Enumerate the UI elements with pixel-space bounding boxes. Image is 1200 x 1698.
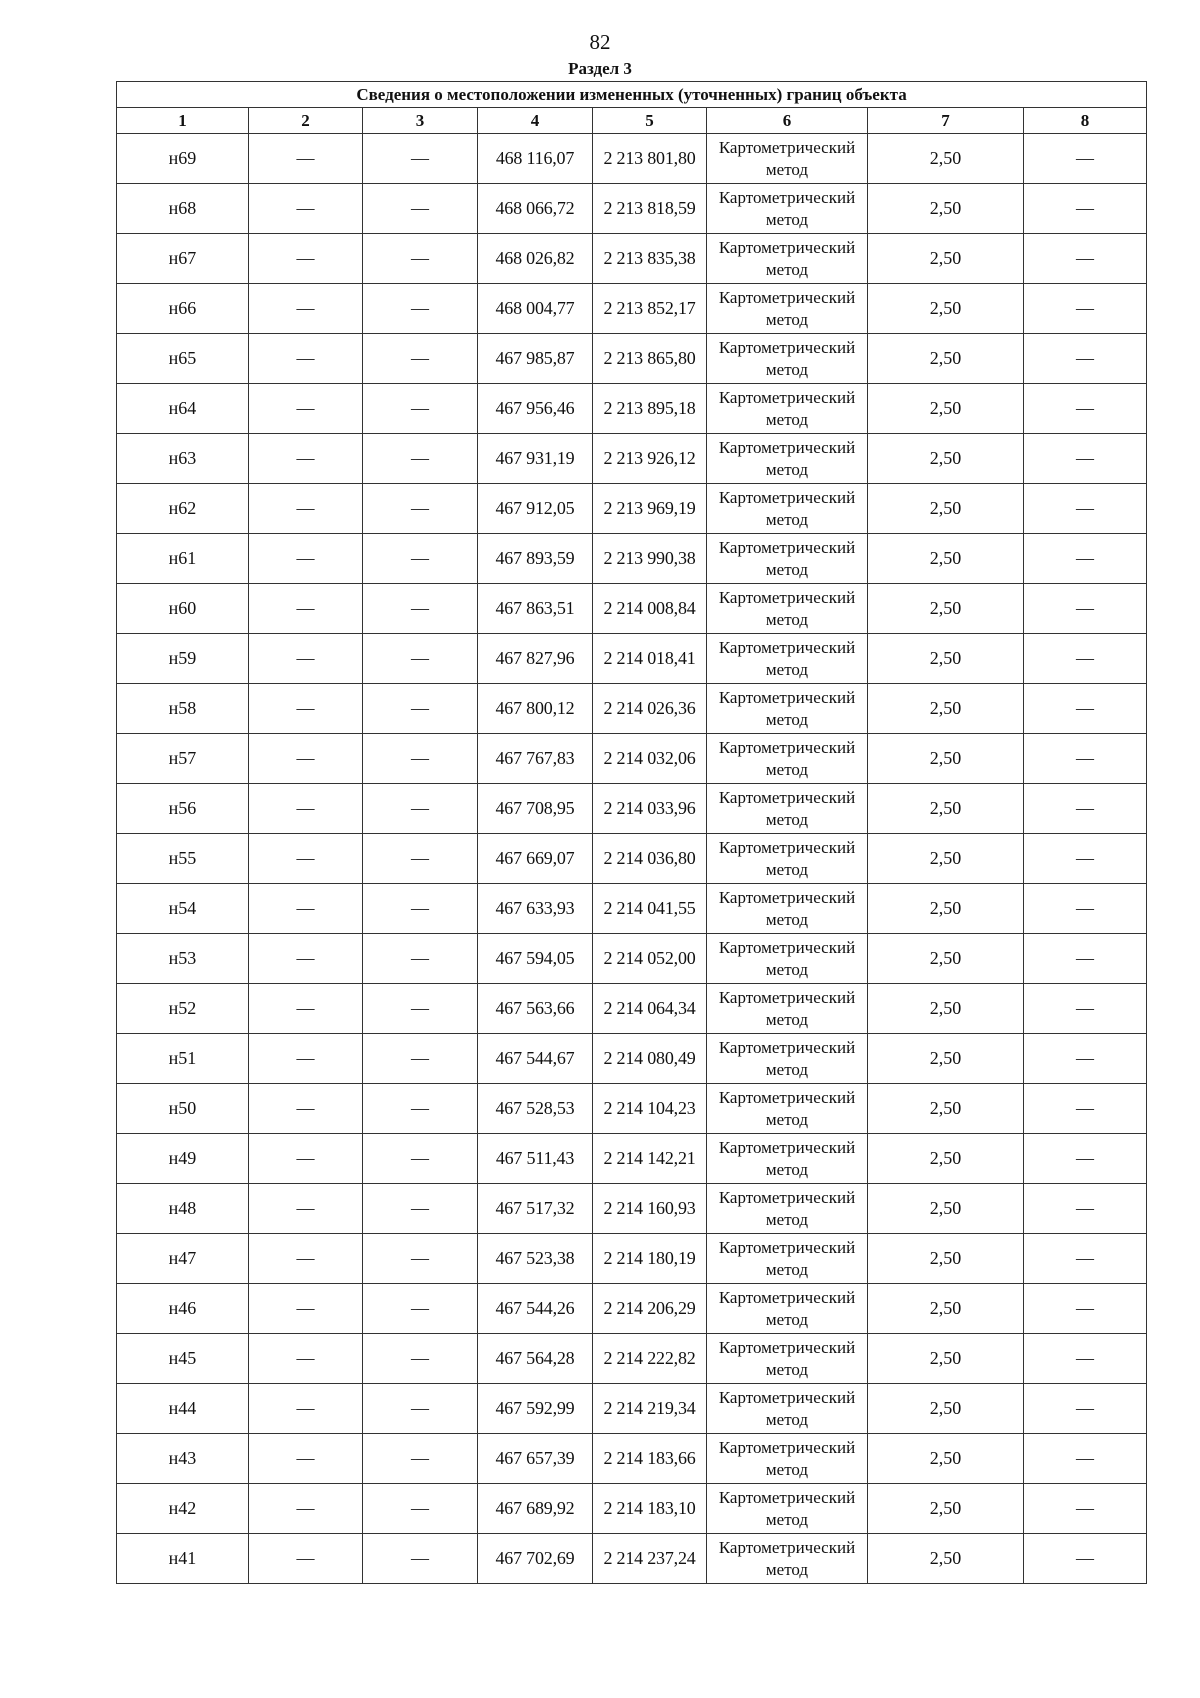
- accuracy-cell: 2,50: [868, 1384, 1024, 1434]
- column-3-cell: —: [363, 1184, 478, 1234]
- y-coordinate-cell: 2 214 041,55: [593, 884, 707, 934]
- column-2-cell: —: [249, 684, 363, 734]
- column-3-cell: —: [363, 184, 478, 234]
- column-2-cell: —: [249, 734, 363, 784]
- x-coordinate-cell: 467 633,93: [478, 884, 593, 934]
- table-row: [117, 1334, 1147, 1384]
- table-row: [117, 1084, 1147, 1134]
- point-number-cell: н59: [117, 634, 249, 684]
- accuracy-cell: 2,50: [868, 1084, 1024, 1134]
- column-2-cell: —: [249, 834, 363, 884]
- accuracy-cell: 2,50: [868, 834, 1024, 884]
- method-cell: Картометрический метод: [707, 684, 868, 734]
- point-number-cell: н60: [117, 584, 249, 634]
- accuracy-cell: 2,50: [868, 1484, 1024, 1534]
- method-cell: Картометрический метод: [707, 734, 868, 784]
- column-8-cell: —: [1024, 1434, 1147, 1484]
- point-number-cell: н65: [117, 334, 249, 384]
- column-3-cell: —: [363, 934, 478, 984]
- column-2-cell: —: [249, 1084, 363, 1134]
- y-coordinate-cell: 2 214 183,10: [593, 1484, 707, 1534]
- accuracy-cell: 2,50: [868, 1134, 1024, 1184]
- table-row: [117, 184, 1147, 234]
- method-cell: Картометрический метод: [707, 484, 868, 534]
- column-8-cell: —: [1024, 834, 1147, 884]
- accuracy-cell: 2,50: [868, 1334, 1024, 1384]
- x-coordinate-cell: 467 511,43: [478, 1134, 593, 1184]
- column-2-cell: —: [249, 484, 363, 534]
- x-coordinate-cell: 468 026,82: [478, 234, 593, 284]
- point-number-cell: н51: [117, 1034, 249, 1084]
- y-coordinate-cell: 2 214 018,41: [593, 634, 707, 684]
- method-cell: Картометрический метод: [707, 134, 868, 184]
- y-coordinate-cell: 2 213 969,19: [593, 484, 707, 534]
- x-coordinate-cell: 467 702,69: [478, 1534, 593, 1584]
- x-coordinate-cell: 467 827,96: [478, 634, 593, 684]
- x-coordinate-cell: 467 893,59: [478, 534, 593, 584]
- column-2-cell: —: [249, 1434, 363, 1484]
- point-number-cell: н67: [117, 234, 249, 284]
- point-number-cell: н61: [117, 534, 249, 584]
- accuracy-cell: 2,50: [868, 784, 1024, 834]
- column-8-cell: —: [1024, 1384, 1147, 1434]
- table-row: [117, 384, 1147, 434]
- point-number-cell: н53: [117, 934, 249, 984]
- accuracy-cell: 2,50: [868, 434, 1024, 484]
- accuracy-cell: 2,50: [868, 934, 1024, 984]
- method-cell: Картометрический метод: [707, 1184, 868, 1234]
- column-3-cell: —: [363, 1134, 478, 1184]
- column-8-cell: —: [1024, 1334, 1147, 1384]
- x-coordinate-cell: 467 544,26: [478, 1284, 593, 1334]
- x-coordinate-cell: 467 528,53: [478, 1084, 593, 1134]
- table-row: [117, 1184, 1147, 1234]
- x-coordinate-cell: 467 563,66: [478, 984, 593, 1034]
- column-header: 7: [868, 108, 1024, 134]
- accuracy-cell: 2,50: [868, 334, 1024, 384]
- column-3-cell: —: [363, 384, 478, 434]
- y-coordinate-cell: 2 214 036,80: [593, 834, 707, 884]
- method-cell: Картометрический метод: [707, 884, 868, 934]
- method-cell: Картометрический метод: [707, 1284, 868, 1334]
- column-2-cell: —: [249, 1484, 363, 1534]
- column-8-cell: —: [1024, 984, 1147, 1034]
- x-coordinate-cell: 467 517,32: [478, 1184, 593, 1234]
- point-number-cell: н48: [117, 1184, 249, 1234]
- point-number-cell: н46: [117, 1284, 249, 1334]
- table-row: [117, 934, 1147, 984]
- column-8-cell: —: [1024, 184, 1147, 234]
- point-number-cell: н44: [117, 1384, 249, 1434]
- point-number-cell: н55: [117, 834, 249, 884]
- column-2-cell: —: [249, 1184, 363, 1234]
- accuracy-cell: 2,50: [868, 1184, 1024, 1234]
- method-cell: Картометрический метод: [707, 1134, 868, 1184]
- table-row: [117, 1534, 1147, 1584]
- table-row: [117, 1284, 1147, 1334]
- x-coordinate-cell: 468 004,77: [478, 284, 593, 334]
- column-3-cell: —: [363, 1384, 478, 1434]
- x-coordinate-cell: 468 116,07: [478, 134, 593, 184]
- column-8-cell: —: [1024, 634, 1147, 684]
- table-row: [117, 134, 1147, 184]
- y-coordinate-cell: 2 214 064,34: [593, 984, 707, 1034]
- point-number-cell: н45: [117, 1334, 249, 1384]
- y-coordinate-cell: 2 214 104,23: [593, 1084, 707, 1134]
- point-number-cell: н57: [117, 734, 249, 784]
- method-cell: Картометрический метод: [707, 384, 868, 434]
- x-coordinate-cell: 467 669,07: [478, 834, 593, 884]
- table-row: [117, 834, 1147, 884]
- accuracy-cell: 2,50: [868, 1034, 1024, 1084]
- x-coordinate-cell: 467 594,05: [478, 934, 593, 984]
- column-8-cell: —: [1024, 534, 1147, 584]
- method-cell: Картометрический метод: [707, 1334, 868, 1384]
- table-row: [117, 684, 1147, 734]
- x-coordinate-cell: 467 863,51: [478, 584, 593, 634]
- accuracy-cell: 2,50: [868, 884, 1024, 934]
- table-row: [117, 1234, 1147, 1284]
- y-coordinate-cell: 2 213 926,12: [593, 434, 707, 484]
- accuracy-cell: 2,50: [868, 584, 1024, 634]
- table-row: [117, 484, 1147, 534]
- column-2-cell: —: [249, 1134, 363, 1184]
- column-8-cell: —: [1024, 1234, 1147, 1284]
- method-cell: Картометрический метод: [707, 534, 868, 584]
- x-coordinate-cell: 467 708,95: [478, 784, 593, 834]
- accuracy-cell: 2,50: [868, 1434, 1024, 1484]
- y-coordinate-cell: 2 214 080,49: [593, 1034, 707, 1084]
- x-coordinate-cell: 468 066,72: [478, 184, 593, 234]
- point-number-cell: н69: [117, 134, 249, 184]
- point-number-cell: н42: [117, 1484, 249, 1534]
- column-header: 6: [707, 108, 868, 134]
- column-3-cell: —: [363, 134, 478, 184]
- method-cell: Картометрический метод: [707, 1084, 868, 1134]
- table-row: [117, 434, 1147, 484]
- x-coordinate-cell: 467 931,19: [478, 434, 593, 484]
- table-row: [117, 284, 1147, 334]
- method-cell: Картометрический метод: [707, 784, 868, 834]
- column-header: 4: [478, 108, 593, 134]
- column-header: 5: [593, 108, 707, 134]
- column-3-cell: —: [363, 284, 478, 334]
- column-8-cell: —: [1024, 1484, 1147, 1534]
- method-cell: Картометрический метод: [707, 334, 868, 384]
- table-row: [117, 334, 1147, 384]
- page-number: 82: [589, 30, 611, 54]
- table-row: [117, 984, 1147, 1034]
- column-3-cell: —: [363, 234, 478, 284]
- method-cell: Картометрический метод: [707, 634, 868, 684]
- column-2-cell: —: [249, 534, 363, 584]
- column-2-cell: —: [249, 384, 363, 434]
- accuracy-cell: 2,50: [868, 384, 1024, 434]
- column-8-cell: —: [1024, 1134, 1147, 1184]
- column-8-cell: —: [1024, 784, 1147, 834]
- accuracy-cell: 2,50: [868, 1284, 1024, 1334]
- point-number-cell: н49: [117, 1134, 249, 1184]
- column-2-cell: —: [249, 984, 363, 1034]
- accuracy-cell: 2,50: [868, 484, 1024, 534]
- x-coordinate-cell: 467 767,83: [478, 734, 593, 784]
- column-3-cell: —: [363, 434, 478, 484]
- column-2-cell: —: [249, 234, 363, 284]
- y-coordinate-cell: 2 213 895,18: [593, 384, 707, 434]
- column-8-cell: —: [1024, 1084, 1147, 1134]
- y-coordinate-cell: 2 214 008,84: [593, 584, 707, 634]
- method-cell: Картометрический метод: [707, 1234, 868, 1284]
- y-coordinate-cell: 2 214 033,96: [593, 784, 707, 834]
- method-cell: Картометрический метод: [707, 834, 868, 884]
- column-8-cell: —: [1024, 484, 1147, 534]
- accuracy-cell: 2,50: [868, 1234, 1024, 1284]
- table-row: [117, 1034, 1147, 1084]
- method-cell: Картометрический метод: [707, 184, 868, 234]
- y-coordinate-cell: 2 214 183,66: [593, 1434, 707, 1484]
- table-row: [117, 1484, 1147, 1534]
- column-8-cell: —: [1024, 734, 1147, 784]
- column-8-cell: —: [1024, 584, 1147, 634]
- column-8-cell: —: [1024, 384, 1147, 434]
- x-coordinate-cell: 467 985,87: [478, 334, 593, 384]
- table-row: [117, 534, 1147, 584]
- table-row: [117, 1434, 1147, 1484]
- column-8-cell: —: [1024, 884, 1147, 934]
- x-coordinate-cell: 467 689,92: [478, 1484, 593, 1534]
- column-2-cell: —: [249, 184, 363, 234]
- x-coordinate-cell: 467 800,12: [478, 684, 593, 734]
- column-2-cell: —: [249, 934, 363, 984]
- column-3-cell: —: [363, 1334, 478, 1384]
- accuracy-cell: 2,50: [868, 984, 1024, 1034]
- y-coordinate-cell: 2 214 237,24: [593, 1534, 707, 1584]
- table-caption: Сведения о местоположении измененных (уточненных) границ объекта: [117, 82, 1147, 108]
- column-3-cell: —: [363, 834, 478, 884]
- column-3-cell: —: [363, 1284, 478, 1334]
- column-8-cell: —: [1024, 934, 1147, 984]
- point-number-cell: н66: [117, 284, 249, 334]
- column-3-cell: —: [363, 584, 478, 634]
- column-2-cell: —: [249, 334, 363, 384]
- table-row: [117, 234, 1147, 284]
- y-coordinate-cell: 2 213 865,80: [593, 334, 707, 384]
- method-cell: Картометрический метод: [707, 1384, 868, 1434]
- column-header: 3: [363, 108, 478, 134]
- y-coordinate-cell: 2 214 180,19: [593, 1234, 707, 1284]
- accuracy-cell: 2,50: [868, 184, 1024, 234]
- boundary-coordinates-table: [116, 81, 1147, 1584]
- y-coordinate-cell: 2 213 835,38: [593, 234, 707, 284]
- column-8-cell: —: [1024, 1284, 1147, 1334]
- column-3-cell: —: [363, 1534, 478, 1584]
- column-3-cell: —: [363, 334, 478, 384]
- column-2-cell: —: [249, 1384, 363, 1434]
- column-3-cell: —: [363, 734, 478, 784]
- point-number-cell: н50: [117, 1084, 249, 1134]
- y-coordinate-cell: 2 214 032,06: [593, 734, 707, 784]
- column-header: 8: [1024, 108, 1147, 134]
- column-3-cell: —: [363, 884, 478, 934]
- point-number-cell: н58: [117, 684, 249, 734]
- table-row: [117, 634, 1147, 684]
- column-2-cell: —: [249, 1534, 363, 1584]
- method-cell: Картометрический метод: [707, 1434, 868, 1484]
- column-2-cell: —: [249, 1334, 363, 1384]
- point-number-cell: н63: [117, 434, 249, 484]
- column-2-cell: —: [249, 1034, 363, 1084]
- column-header: 2: [249, 108, 363, 134]
- column-3-cell: —: [363, 1234, 478, 1284]
- x-coordinate-cell: 467 912,05: [478, 484, 593, 534]
- column-3-cell: —: [363, 1084, 478, 1134]
- y-coordinate-cell: 2 214 206,29: [593, 1284, 707, 1334]
- x-coordinate-cell: 467 523,38: [478, 1234, 593, 1284]
- method-cell: Картометрический метод: [707, 434, 868, 484]
- accuracy-cell: 2,50: [868, 734, 1024, 784]
- column-2-cell: —: [249, 1284, 363, 1334]
- column-2-cell: —: [249, 884, 363, 934]
- column-2-cell: —: [249, 784, 363, 834]
- point-number-cell: н64: [117, 384, 249, 434]
- y-coordinate-cell: 2 213 818,59: [593, 184, 707, 234]
- column-8-cell: —: [1024, 1534, 1147, 1584]
- table-row: [117, 584, 1147, 634]
- table-row: [117, 734, 1147, 784]
- table-body: [117, 134, 1147, 1584]
- column-8-cell: —: [1024, 434, 1147, 484]
- method-cell: Картометрический метод: [707, 934, 868, 984]
- column-header: 1: [117, 108, 249, 134]
- column-3-cell: —: [363, 634, 478, 684]
- column-8-cell: —: [1024, 1034, 1147, 1084]
- x-coordinate-cell: 467 956,46: [478, 384, 593, 434]
- y-coordinate-cell: 2 214 026,36: [593, 684, 707, 734]
- accuracy-cell: 2,50: [868, 1534, 1024, 1584]
- column-8-cell: —: [1024, 1184, 1147, 1234]
- point-number-cell: н43: [117, 1434, 249, 1484]
- method-cell: Картометрический метод: [707, 1484, 868, 1534]
- method-cell: Картометрический метод: [707, 1534, 868, 1584]
- y-coordinate-cell: 2 213 852,17: [593, 284, 707, 334]
- x-coordinate-cell: 467 592,99: [478, 1384, 593, 1434]
- column-8-cell: —: [1024, 334, 1147, 384]
- method-cell: Картометрический метод: [707, 234, 868, 284]
- accuracy-cell: 2,50: [868, 634, 1024, 684]
- table-row: [117, 884, 1147, 934]
- y-coordinate-cell: 2 214 052,00: [593, 934, 707, 984]
- table-row: [117, 784, 1147, 834]
- column-2-cell: —: [249, 1234, 363, 1284]
- column-8-cell: —: [1024, 134, 1147, 184]
- column-2-cell: —: [249, 284, 363, 334]
- x-coordinate-cell: 467 657,39: [478, 1434, 593, 1484]
- column-2-cell: —: [249, 634, 363, 684]
- point-number-cell: н62: [117, 484, 249, 534]
- table-row: [117, 1384, 1147, 1434]
- y-coordinate-cell: 2 214 219,34: [593, 1384, 707, 1434]
- method-cell: Картометрический метод: [707, 1034, 868, 1084]
- column-3-cell: —: [363, 1484, 478, 1534]
- column-8-cell: —: [1024, 684, 1147, 734]
- method-cell: Картометрический метод: [707, 284, 868, 334]
- accuracy-cell: 2,50: [868, 534, 1024, 584]
- column-8-cell: —: [1024, 234, 1147, 284]
- point-number-cell: н68: [117, 184, 249, 234]
- column-3-cell: —: [363, 484, 478, 534]
- y-coordinate-cell: 2 214 142,21: [593, 1134, 707, 1184]
- column-8-cell: —: [1024, 284, 1147, 334]
- y-coordinate-cell: 2 213 990,38: [593, 534, 707, 584]
- column-3-cell: —: [363, 1434, 478, 1484]
- point-number-cell: н41: [117, 1534, 249, 1584]
- column-3-cell: —: [363, 984, 478, 1034]
- point-number-cell: н56: [117, 784, 249, 834]
- accuracy-cell: 2,50: [868, 234, 1024, 284]
- table-row: [117, 1134, 1147, 1184]
- x-coordinate-cell: 467 564,28: [478, 1334, 593, 1384]
- method-cell: Картометрический метод: [707, 984, 868, 1034]
- accuracy-cell: 2,50: [868, 134, 1024, 184]
- column-3-cell: —: [363, 684, 478, 734]
- point-number-cell: н47: [117, 1234, 249, 1284]
- column-2-cell: —: [249, 134, 363, 184]
- column-2-cell: —: [249, 584, 363, 634]
- method-cell: Картометрический метод: [707, 584, 868, 634]
- column-3-cell: —: [363, 534, 478, 584]
- accuracy-cell: 2,50: [868, 284, 1024, 334]
- y-coordinate-cell: 2 214 160,93: [593, 1184, 707, 1234]
- y-coordinate-cell: 2 214 222,82: [593, 1334, 707, 1384]
- section-title: Раздел 3: [568, 59, 632, 78]
- point-number-cell: н54: [117, 884, 249, 934]
- column-2-cell: —: [249, 434, 363, 484]
- point-number-cell: н52: [117, 984, 249, 1034]
- y-coordinate-cell: 2 213 801,80: [593, 134, 707, 184]
- accuracy-cell: 2,50: [868, 684, 1024, 734]
- column-3-cell: —: [363, 1034, 478, 1084]
- column-3-cell: —: [363, 784, 478, 834]
- x-coordinate-cell: 467 544,67: [478, 1034, 593, 1084]
